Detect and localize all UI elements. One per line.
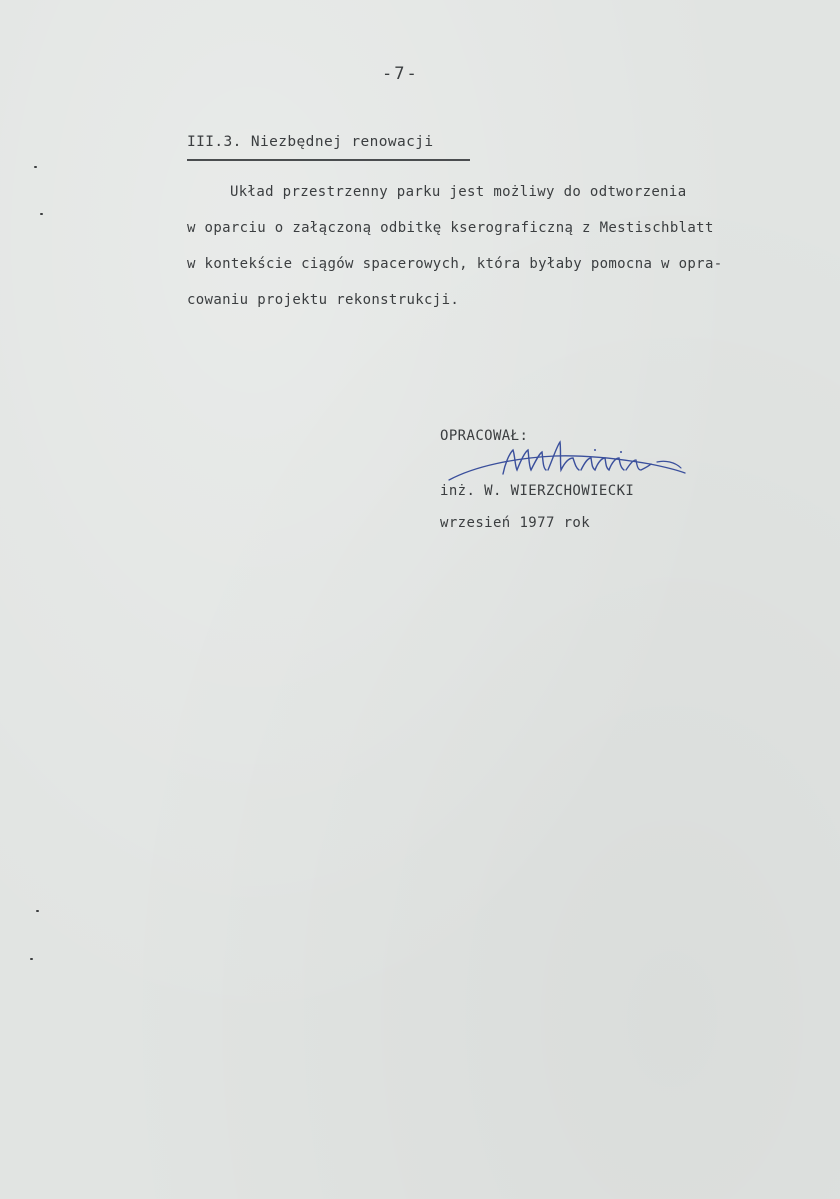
margin-mark xyxy=(30,958,33,960)
page-number: -7- xyxy=(382,64,419,84)
section-heading: III.3. Niezbędnej renowacji xyxy=(187,134,434,150)
margin-mark xyxy=(40,213,43,215)
author-name: inż. W. WIERZCHOWIECKI xyxy=(440,483,635,499)
margin-mark xyxy=(34,166,37,168)
prepared-by-label: OPRACOWAŁ: xyxy=(440,428,529,444)
paragraph-line-4: cowaniu projektu rekonstrukcji. xyxy=(187,292,460,308)
document-date: wrzesień 1977 rok xyxy=(440,515,591,531)
paragraph-line-1: Układ przestrzenny parku jest możliwy do odtworzenia xyxy=(230,184,687,200)
margin-mark xyxy=(36,910,39,912)
heading-underline xyxy=(187,159,470,161)
paragraph-line-3: w kontekście ciągów spacerowych, która byłaby pomocna w opra- xyxy=(187,256,723,272)
paragraph-line-2: w oparciu o załączoną odbitkę kserograficzną z Mestischblatt xyxy=(187,220,714,236)
